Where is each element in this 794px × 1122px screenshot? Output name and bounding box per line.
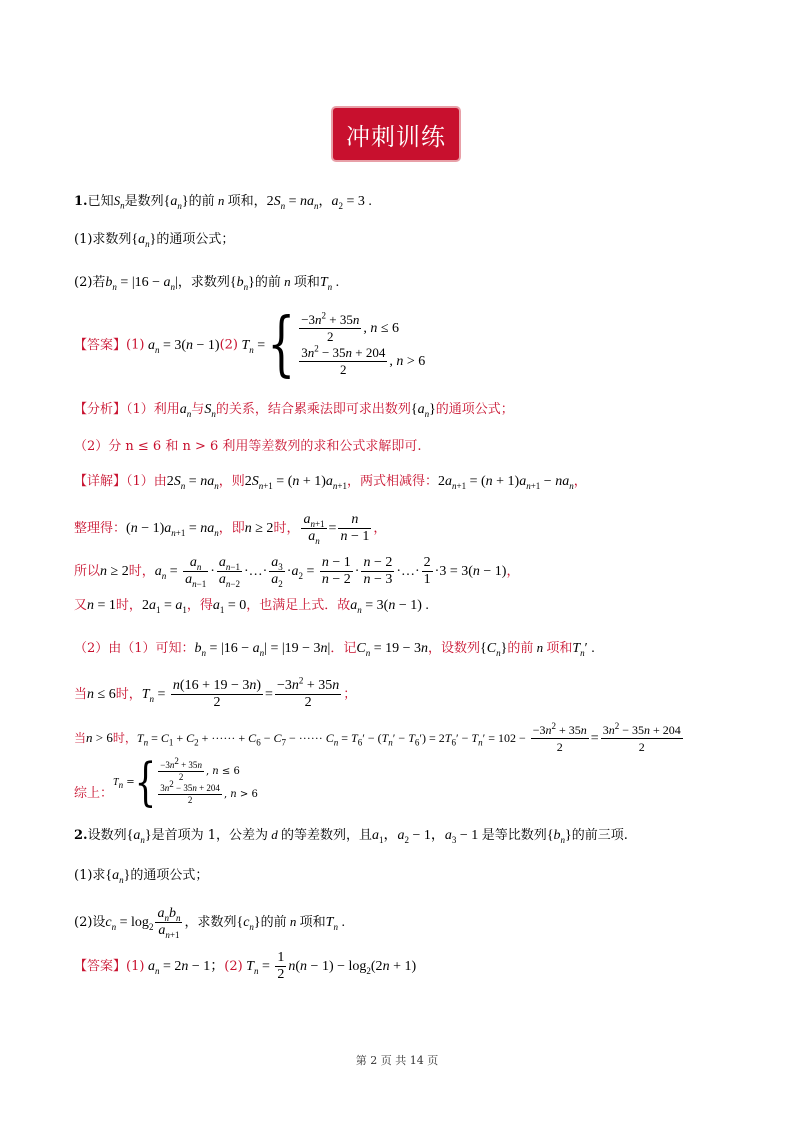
q1-text-a: 已知 <box>87 194 114 209</box>
q2-part2-c: 的前 <box>260 915 287 930</box>
analysis-d: 的通项公式； <box>435 402 514 417</box>
q2-text-e: 的前三项. <box>571 828 628 843</box>
detail-5a: （2）由（1）可知： <box>74 641 195 656</box>
detail-7a: 当 <box>74 731 87 745</box>
math: n ≥ 2 <box>100 564 129 579</box>
math: $\frac{a_{n+1}}{a_n}$ <box>303 512 325 546</box>
math: $b_n = |16 - a_n|$ <box>105 275 178 292</box>
math: $a_1$，$a_2 - 1$，$a_3 - 1$ <box>371 828 482 845</box>
q1-text-c: 的前 <box>188 194 215 209</box>
detail-2c: 时， <box>273 521 300 536</box>
math: $T_n'$ . <box>572 641 595 658</box>
q2-part2-a: (2)设 <box>74 915 106 930</box>
math: $T_n$ = <box>241 337 266 355</box>
math: n ≤ 6 <box>87 687 116 702</box>
q2-answer: 【答案】(1) $a_n = 2n - 1$；(2) $T_n$ = $\frac{1}{2}$ $n(n - 1) - \log_2(2n + 1)$ <box>74 950 417 982</box>
summary-label: 综上： <box>74 786 114 801</box>
q2-text-d: 是等比数列 <box>481 828 547 843</box>
detail-4b: 时， <box>115 598 142 613</box>
math: $T_n$ . <box>325 915 345 932</box>
math: $\{a_n\}$ <box>105 868 131 885</box>
q1-part1-end: 的通项公式； <box>156 232 235 247</box>
math: $a_n$ = <box>154 564 182 581</box>
math: $\{b_n\}$ <box>229 275 255 292</box>
detail-5d: 的前 <box>507 641 534 656</box>
ans-label-1: (1) <box>126 959 145 974</box>
q1-detail-6: 当n ≤ 6时，$T_n$ = $\frac{n(16 + 19 - 3n)}{2}$ = $\frac{-3n^2 + 35n}{2}$ ； <box>74 675 357 710</box>
math: $2a_{n+1} = (n + 1)a_{n+1} - na_n$ <box>438 474 574 491</box>
page-footer: 第 2 页 共 14 页 <box>355 1054 439 1067</box>
detail-2b: ，即 <box>218 521 245 536</box>
detail-3b: 时， <box>128 564 155 579</box>
q1-detail-3: 所以n ≥ 2时，$a_n$ = $\frac{a_n}{a_{n-1}}$ · $\frac{a_{n-1}}{a_{n-2}}$ ·…· $\frac{a_3}{a_2}$ $\cdot a_2$ = $\frac{n - 1}{n - 2}$ · $\frac{n - 2}{n - 3}$ ·…· $\frac{2}{1}$ ·3 = 3(n − 1)， <box>74 555 520 589</box>
q1-answer <box>74 303 426 385</box>
piecewise: $\frac{-3n^2 + 35n}{2}$ , n ≤ 6 $\frac{3n^2 - 35n + 204}{2}$ , n > 6 <box>301 310 426 377</box>
math: n ≥ 2 <box>244 521 274 536</box>
q1-number: 1. <box>74 194 88 209</box>
math: n = 1 <box>87 598 116 613</box>
detail-4c: ，得 <box>186 598 213 613</box>
detail-2a: 整理得： <box>74 521 127 536</box>
math: $\{a_n\}$ <box>163 194 189 211</box>
q1-part2-d: 项和 <box>293 275 320 290</box>
math: $\frac{n}{n - 1}$ <box>340 512 370 544</box>
math: $a_n = 2n - 1$； <box>147 959 225 976</box>
math: $S_n$ <box>204 402 216 419</box>
detail-5e: 项和 <box>546 641 573 656</box>
math: $c_n = \log_2$ <box>105 915 154 932</box>
math: $T_n$ = <box>246 959 274 976</box>
q1-summary <box>74 753 258 813</box>
q1-detail-2: 整理得：$(n - 1)a_{n+1} = na_n$，即n ≥ 2时， $\frac{a_{n+1}}{a_n}$ = $\frac{n}{n - 1}$ ， <box>74 512 387 546</box>
ans-label-1: (1) <box>126 337 145 353</box>
analysis-a: （1）利用 <box>126 402 180 417</box>
q1-text-b: 是数列 <box>124 194 164 209</box>
q2-part2-b: ，求数列 <box>184 915 237 930</box>
analysis-b: 与 <box>191 402 205 417</box>
detail-tag: 【详解】 <box>74 474 127 489</box>
q1-detail-5: （2）由（1）可知：$b_n = |16 - a_n| = |19 - 3n|$．记$C_n = 19 - 3n$，设数列$\{C_n\}$的前 n 项和$T_n'$ . <box>74 640 595 658</box>
math: $n(n - 1) - \log_2(2n + 1)$ <box>288 959 417 976</box>
math: $\{a_n\}$ <box>126 828 152 845</box>
math: $\{c_n\}$ <box>236 915 261 932</box>
math: $S_n$ <box>113 193 125 211</box>
math: n <box>280 274 294 289</box>
q2-part1 <box>74 866 208 886</box>
detail-5c: ，设数列 <box>428 641 481 656</box>
detail-5b: ．记 <box>330 641 357 656</box>
math: $2S_n = na_n$ <box>166 474 219 491</box>
q1-part2-c: 的前 <box>254 275 281 290</box>
q1-detail-4 <box>74 596 429 616</box>
math: $T_n$ = <box>141 687 169 704</box>
q1-part1 <box>74 230 234 250</box>
q2-part1-b: 的通项公式； <box>130 868 209 883</box>
math: $\{C_n\}$ <box>480 641 508 658</box>
answer-tag: 【答案】 <box>74 959 127 974</box>
answer-tag: 【答案】 <box>74 337 127 353</box>
detail-1a: （1）由 <box>126 474 167 489</box>
analysis-2-text: （2）分 n ≤ 6 和 n > 6 利用等差数列的求和公式求解即可. <box>74 439 422 454</box>
detail-4d: ，也满足上式．故 <box>246 598 351 613</box>
q2-text-c: 的等差数列，且 <box>280 828 372 843</box>
section-title: 冲刺训练 <box>346 122 446 151</box>
math: $(n - 1)a_{n+1} = na_n$ <box>126 521 219 538</box>
math: $a_n = 3(n - 1)$ . <box>350 598 429 615</box>
math: $\{a_n\}$ <box>131 232 157 249</box>
math: $T_n = C_1 + C_2$ + ······ + $C_6 - C_7$ − ······ $C_n = T_6' - (T_n' - T_6') = 2T_6' - T_n' = 102$ − <box>136 731 529 748</box>
math: $T_n$ . <box>319 275 340 292</box>
detail-3a: 所以 <box>74 564 101 579</box>
q1-analysis-2 <box>74 437 422 457</box>
math: $2a_1 = a_1$ <box>141 598 187 615</box>
q1-detail-7: 当n > 6时，$T_n = C_1 + C_2$ + ······ + $C_6 - C_7$ − ······ $C_n = T_6' - (T_n' - T_6') = 2T_6' - T_n' = 102$ − $\frac{-3n^2 + 35n}{2}$ = $\frac{3n^2 - 35n + 204}{2}$ <box>74 721 681 754</box>
math: $2S_{n+1} = (n + 1)a_{n+1}$ <box>244 474 347 491</box>
q1-part2-a: (2)若 <box>74 275 106 290</box>
detail-6b: 时， <box>115 687 142 702</box>
math: n <box>214 193 228 208</box>
detail-1c: ，两式相减得： <box>347 474 439 489</box>
math: $C_n = 19 - 3n$ <box>356 641 429 658</box>
math: $\{a_n\}$ <box>410 402 436 419</box>
math: $a_2 = 3$ . <box>331 194 372 211</box>
q1-detail-1: 【详解】（1）由$2S_n = na_n$，则$2S_{n+1} = (n + 1)a_{n+1}$，两式相减得：$2a_{n+1} = (n + 1)a_{n+1} - na_n$， <box>74 474 587 491</box>
q2-number: 2. <box>74 828 88 843</box>
q1-stem <box>74 191 372 212</box>
q2-text-b: 是首项为 1，公差为 <box>151 828 268 843</box>
q1-part1-text: (1)求数列 <box>74 232 132 247</box>
brace: { <box>267 303 296 385</box>
math: $a_n = 3(n - 1)$ <box>147 337 220 355</box>
q2-part2: (2)设$c_n = \log_2$ $\frac{a_nb_n}{a_{n+1}}$ ，求数列$\{c_n\}$的前 n 项和$T_n$ . <box>74 906 345 940</box>
detail-6a: 当 <box>74 687 88 702</box>
analysis-c: 的关系，结合累乘法即可求出数列 <box>215 402 411 417</box>
ans-label-2: (2) <box>219 337 238 353</box>
section-title-badge <box>333 108 459 160</box>
q2-part2-d: 项和 <box>299 915 326 930</box>
detail-4a: 又 <box>74 598 88 613</box>
q1-text-d: 项和， <box>227 194 267 209</box>
analysis-tag: 【分析】 <box>74 402 127 417</box>
q1-part2 <box>74 272 339 293</box>
detail-1b: ，则 <box>218 474 245 489</box>
summary-math: $T_n$ = { $\frac{-3n^2 + 35n}{2}$ , n ≤ 6 $\frac{3n^2 - 35n + 204}{2}$ , n > 6 <box>113 753 258 813</box>
detail-7b: 时， <box>112 731 137 745</box>
q2-text-a: 设数列 <box>87 828 127 843</box>
math: $b_n = |16 - a_n| = |19 - 3n|$ <box>194 641 331 658</box>
math: $a_1 = 0$ <box>212 598 247 615</box>
q2-part1-a: (1)求 <box>74 868 106 883</box>
ans-label-2: (2) <box>224 959 243 974</box>
q2-stem: 2.设数列$\{a_n\}$是首项为 1，公差为 d 的等差数列，且$a_1$，$a_2 - 1$，$a_3 - 1$ 是等比数列$\{b_n\}$的前三项. <box>74 827 628 845</box>
q1-part2-b: ，求数列 <box>177 275 230 290</box>
math: n > 6 <box>86 730 113 745</box>
math: $2S_n = na_n$ <box>266 194 319 211</box>
q1-analysis-1 <box>74 400 514 420</box>
math: $a_n$ <box>179 402 192 419</box>
math: $\{b_n\}$ <box>546 828 572 845</box>
q1-text-e: ， <box>318 194 332 209</box>
